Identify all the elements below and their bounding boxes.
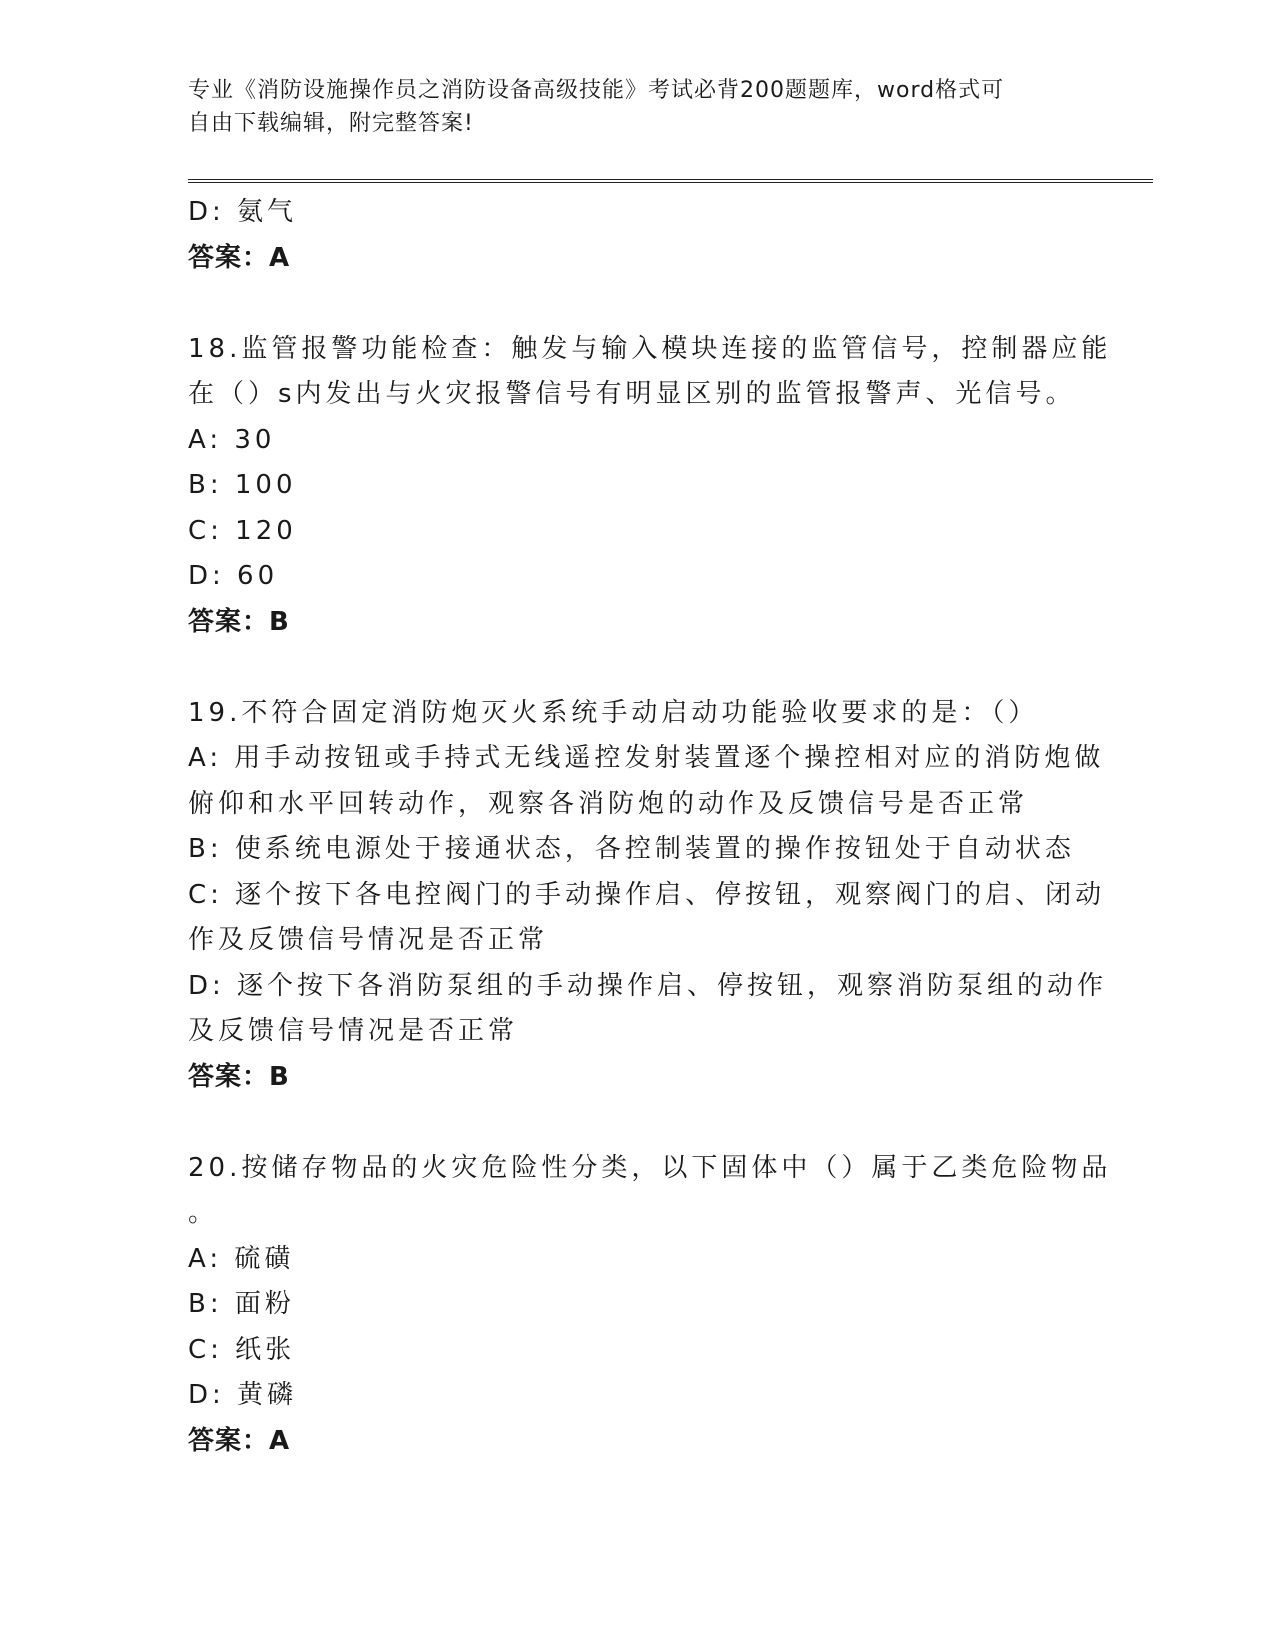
question-19 [188, 691, 1108, 1101]
option-d: D: 氨气 [188, 197, 298, 227]
option-b: B: 使系统电源处于接通状态，各控制装置的操作按钮处于自动状态 [188, 834, 1075, 864]
question-18 [188, 327, 1112, 646]
question-stem: 在（）s内发出与火灾报警信号有明显区别的监管报警声、光信号。 [188, 379, 1076, 409]
answer-line: 答案：B [188, 1061, 290, 1092]
question-content [188, 190, 1112, 1464]
option-d: D: 60 [188, 561, 279, 591]
option-c: C: 120 [188, 515, 297, 546]
option-b: B: 面粉 [188, 1289, 295, 1319]
question-stem: 19.不符合固定消防炮灭火系统手动启动功能验收要求的是：（） [188, 697, 1039, 728]
option-d: D: 逐个按下各消防泵组的手动操作启、停按钮，观察消防泵组的动作 [188, 970, 1108, 1001]
question-stem-cont: 。 [188, 1198, 219, 1228]
option-b: B: 100 [188, 470, 297, 500]
option-d: D: 黄磷 [188, 1380, 298, 1410]
option-a: A: 30 [188, 424, 276, 455]
option-d-cont: 及反馈信号情况是否正常 [188, 1016, 519, 1046]
answer-line: 答案：B [188, 606, 290, 637]
question-stem: 20.按储存物品的火灾危险性分类，以下固体中（）属于乙类危险物品 [188, 1152, 1112, 1183]
option-c-cont: 作及反馈信号情况是否正常 [188, 925, 549, 955]
header-line-2: 自由下载编辑，附完整答案! [188, 111, 474, 136]
answer-line: 答案：A [188, 1425, 291, 1456]
header-divider [188, 179, 1153, 183]
option-a: A: 用手动按钮或手持式无线遥控发射装置逐个操控相对应的消防炮做 [188, 743, 1105, 773]
option-a: A: 硫磺 [188, 1243, 295, 1274]
answer-line: 答案：A [188, 242, 291, 273]
question-stem: 18.监管报警功能检查：触发与输入模块连接的监管信号，控制器应能 [188, 333, 1112, 364]
option-a-cont: 俯仰和水平回转动作，观察各消防炮的动作及反馈信号是否正常 [188, 788, 1029, 819]
question-20 [188, 1146, 1112, 1465]
spacer [188, 1100, 1068, 1146]
spacer [188, 281, 1068, 327]
spacer [188, 645, 1068, 691]
option-c: C: 纸张 [188, 1334, 296, 1365]
option-c: C: 逐个按下各电控阀门的手动操作启、停按钮，观察阀门的启、闭动 [188, 879, 1106, 910]
header-line-1: 专业《消防设施操作员之消防设备高级技能》考试必背200题题库，word格式可 [188, 78, 1005, 103]
document-header [188, 74, 1088, 140]
